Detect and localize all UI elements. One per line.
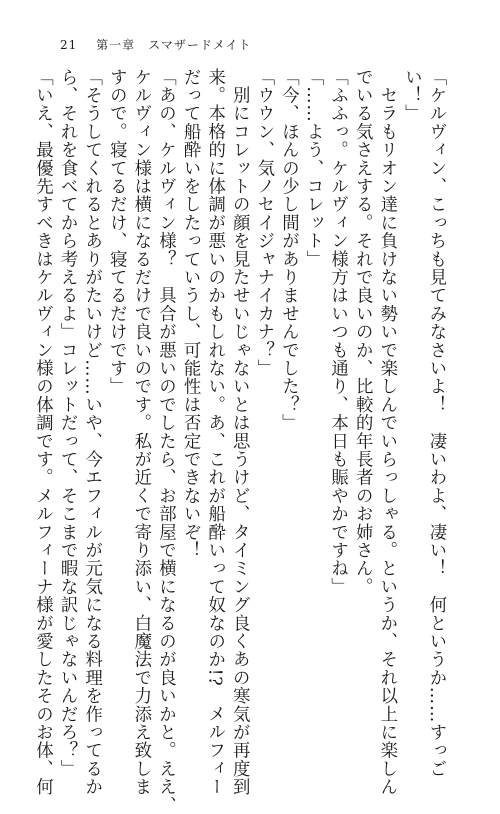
- text-column: でいる気さえする。それで良いのか、比較的年長者のお姉さん。: [352, 68, 373, 596]
- text-column: 別にコレットの顔を見たせいじゃないとは思うけど、タイミング良くあの寒気が再度到: [229, 68, 250, 796]
- running-header: [60, 36, 252, 53]
- text-column: 「今、ほんの少し間がありませんでした？」: [278, 68, 299, 432]
- text-column: 「そうしてくれるとありがたいけど……いや、今エフィルが元気になる料理を作ってるか: [81, 68, 102, 796]
- chapter-title: 第一章 スマザードメイト: [96, 38, 252, 52]
- text-column: 「いえ、最優先すべきはケルヴィン様の体調です。メルフィーナ様が愛したそのお体、何: [32, 68, 53, 796]
- text-column: だって船酔いをしたっていうし、可能性は否定できないぞ！: [180, 68, 201, 560]
- text-column: 「あの、ケルヴィン様？ 具合が悪いのでしたら、お部屋で横になるのが良いかと。ええ、: [155, 68, 176, 814]
- text-column: い！」: [401, 68, 422, 123]
- text-column: ケルヴィン様は横になるだけで良いのです。私が近くで寄り添い、白魔法で力添え致しま: [130, 68, 151, 796]
- page-number: 21: [60, 38, 78, 52]
- text-column: ら、それを食べてから考えるよ」コレットだって、そこまで暇な訳じゃないんだろ？」: [57, 68, 78, 778]
- text-column: 「ウウン、気ノセイジャナイカナ？」: [253, 68, 274, 378]
- text-column: 「ケルヴィン、こっちも見てみなさいよ！ 凄いわよ、凄い！ 何というか……すっご: [426, 68, 446, 778]
- text-column: 来。本格的に体調が悪いのかもしれない。あ、これが船酔いって奴なのか!? メルフィー: [204, 68, 225, 796]
- text-column: すので。寝てるだけ、寝てるだけです」: [106, 68, 127, 396]
- text-column: 「……よう、コレット」: [303, 68, 324, 269]
- vertical-body-text: [32, 68, 448, 814]
- text-column: セラもリオン達に負けない勢いで楽しんでいらっしゃる。というか、それ以上に楽しん: [376, 68, 397, 796]
- text-column: 「ふふっ。ケルヴィン様方はいつも通り、本日も賑やかですね」: [327, 68, 348, 596]
